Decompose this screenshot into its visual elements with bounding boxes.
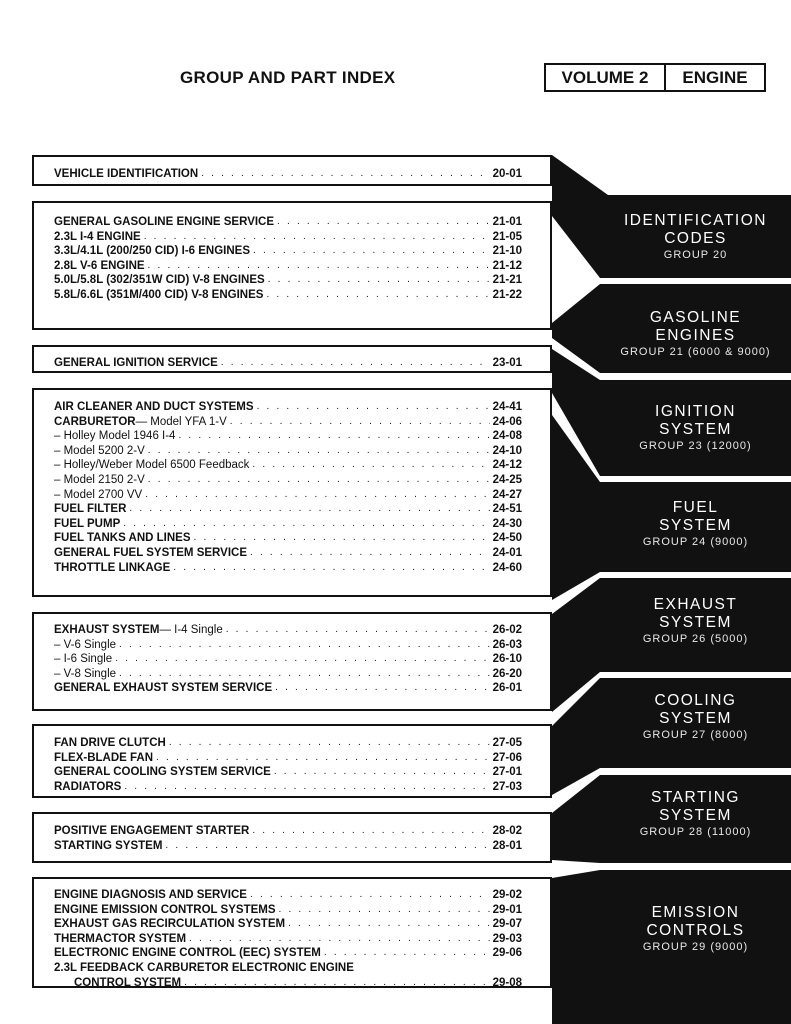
tab-group: GROUP 28 (11000) xyxy=(639,826,752,838)
entry-page-number: 24-27 xyxy=(492,488,522,501)
entry-page-number: 28-02 xyxy=(492,825,522,837)
leader-dots xyxy=(230,415,490,429)
tab-title-line1: IDENTIFICATION xyxy=(624,212,767,229)
entry-page-number: 24-51 xyxy=(492,503,522,516)
leader-dots xyxy=(129,502,489,516)
entry-page-number: 27-06 xyxy=(492,751,522,764)
index-entry[interactable] xyxy=(54,415,522,429)
entry-page-number: 24-06 xyxy=(492,415,522,428)
entry-label: GENERAL GASOLINE ENGINE SERVICE xyxy=(54,216,275,228)
entry-label: 2.3L I-4 ENGINE xyxy=(54,230,141,243)
index-box-gasoline-engines xyxy=(32,201,552,330)
entry-label: FLEX-BLADE FAN xyxy=(54,751,154,764)
tab-title-line1: STARTING xyxy=(651,789,740,806)
leader-dots xyxy=(148,259,490,273)
entry-page-number: 29-03 xyxy=(492,932,522,945)
index-entry[interactable] xyxy=(54,932,522,946)
index-box-identification xyxy=(32,155,552,186)
entry-model: — I-4 Single xyxy=(159,624,223,636)
leader-dots xyxy=(194,531,490,545)
leader-dots xyxy=(144,230,490,244)
tab-title-line2: CODES xyxy=(664,230,727,247)
leader-dots xyxy=(169,736,490,750)
entry-label: FUEL TANKS AND LINES xyxy=(54,532,191,545)
section-label: ENGINE xyxy=(682,67,748,87)
leader-dots xyxy=(148,473,490,487)
leader-dots xyxy=(266,288,489,302)
tab-emission-controls[interactable] xyxy=(600,904,791,953)
index-entry[interactable] xyxy=(54,230,522,244)
index-entry[interactable] xyxy=(54,244,522,258)
index-entry[interactable] xyxy=(54,652,522,666)
leader-dots xyxy=(184,976,489,990)
entry-page-number: 21-21 xyxy=(492,274,522,287)
entry-label: EXHAUST GAS RECIRCULATION SYSTEM xyxy=(54,918,286,931)
index-entry[interactable] xyxy=(54,824,522,838)
index-entry[interactable] xyxy=(54,356,522,370)
tab-title-line2: SYSTEM xyxy=(659,517,732,534)
entry-page-number: 24-10 xyxy=(492,444,522,457)
entry-label: 2.3L FEEDBACK CARBURETOR ELECTRONIC ENGINE xyxy=(54,962,354,974)
entry-label: – Holley Model 1946 I-4 xyxy=(54,430,176,443)
entry-page-number: 23-01 xyxy=(492,357,522,369)
entry-label: – V-6 Single xyxy=(54,638,117,651)
leader-dots xyxy=(221,356,490,370)
entry-page-number: 26-20 xyxy=(492,667,522,680)
entry-page-number: 27-01 xyxy=(492,766,522,779)
index-box-emission xyxy=(32,877,552,988)
entry-label: – Model 2700 VV xyxy=(54,488,143,501)
tab-cooling-system[interactable] xyxy=(600,692,791,741)
index-entry[interactable] xyxy=(54,961,522,975)
index-entry[interactable] xyxy=(54,638,522,652)
entry-page-number: 29-02 xyxy=(492,889,522,901)
entry-label: CARBURETOR xyxy=(54,415,136,428)
entry-page-number: 20-01 xyxy=(492,168,522,180)
tab-title-line1: GASOLINE xyxy=(649,309,742,326)
entry-page-number: 29-08 xyxy=(492,976,522,989)
leader-dots xyxy=(201,167,489,181)
tab-ignition-system[interactable] xyxy=(600,403,791,452)
entry-page-number: 24-30 xyxy=(492,517,522,530)
entry-page-number: 24-01 xyxy=(492,547,522,559)
entry-label: GENERAL FUEL SYSTEM SERVICE xyxy=(54,547,247,559)
index-entry[interactable] xyxy=(54,561,522,575)
entry-label: 3.3L/4.1L (200/250 CID) I-6 ENGINES xyxy=(54,245,251,258)
index-entry[interactable] xyxy=(54,946,522,960)
leader-dots xyxy=(173,561,489,575)
entry-page-number: 24-41 xyxy=(492,401,522,413)
entry-label: VEHICLE IDENTIFICATION xyxy=(54,168,199,180)
leader-dots xyxy=(119,638,490,652)
leader-dots xyxy=(189,932,490,946)
tab-title-line2: SYSTEM xyxy=(659,807,732,824)
leader-dots xyxy=(252,824,489,838)
entry-page-number: 27-05 xyxy=(492,737,522,749)
entry-label: FUEL FILTER xyxy=(54,503,127,516)
leader-dots xyxy=(252,458,489,472)
entry-label: ELECTRONIC ENGINE CONTROL (EEC) SYSTEM xyxy=(54,947,321,960)
entry-label: – I-6 Single xyxy=(54,653,113,666)
entry-label: FAN DRIVE CLUTCH xyxy=(54,737,166,749)
leader-dots xyxy=(268,273,490,287)
leader-dots xyxy=(253,244,490,258)
tab-starting-system[interactable] xyxy=(600,789,791,838)
entry-label: ENGINE DIAGNOSIS AND SERVICE xyxy=(54,889,247,901)
entry-label: RADIATORS xyxy=(54,780,122,793)
page-title: GROUP AND PART INDEX xyxy=(180,68,396,87)
index-entry[interactable] xyxy=(74,976,522,990)
tab-title-line1: COOLING xyxy=(654,692,737,709)
index-entry[interactable] xyxy=(54,751,522,765)
index-entry[interactable] xyxy=(54,839,522,853)
tab-title-line1: FUEL xyxy=(672,499,719,516)
tab-group: GROUP 27 (8000) xyxy=(642,729,749,741)
entry-page-number: 21-10 xyxy=(492,245,522,258)
index-box-ignition xyxy=(32,345,552,373)
index-entry[interactable] xyxy=(54,288,522,302)
index-entry[interactable] xyxy=(54,167,522,181)
index-entry[interactable] xyxy=(54,903,522,917)
index-entry[interactable] xyxy=(54,517,522,531)
leader-dots xyxy=(165,839,489,853)
index-entry[interactable] xyxy=(54,765,522,779)
index-entry[interactable] xyxy=(54,502,522,516)
index-entry[interactable] xyxy=(54,259,522,273)
entry-page-number: 29-07 xyxy=(492,918,522,931)
index-entry[interactable] xyxy=(54,780,522,794)
tab-title-line2: CONTROLS xyxy=(646,922,745,939)
entry-label: ENGINE EMISSION CONTROL SYSTEMS xyxy=(54,903,276,916)
leader-dots xyxy=(257,400,490,414)
entry-label: – V-8 Single xyxy=(54,667,117,680)
leader-dots xyxy=(115,652,489,666)
tab-gasoline-engines[interactable] xyxy=(600,309,791,358)
leader-dots xyxy=(250,546,490,560)
entry-page-number: 29-06 xyxy=(492,947,522,960)
leader-dots xyxy=(324,946,490,960)
index-entry[interactable] xyxy=(54,546,522,560)
entry-page-number: 24-50 xyxy=(492,532,522,545)
tab-group: GROUP 21 (6000 & 9000) xyxy=(620,346,771,358)
index-entry[interactable] xyxy=(54,473,522,487)
leader-dots xyxy=(124,780,489,794)
entry-label: EXHAUST SYSTEM xyxy=(54,624,160,636)
entry-model: — Model YFA 1-V xyxy=(135,415,227,428)
leader-dots xyxy=(145,488,489,502)
tab-exhaust-system[interactable] xyxy=(600,596,791,645)
tab-title-line2: SYSTEM xyxy=(659,421,732,438)
entry-page-number: 27-03 xyxy=(492,780,522,793)
entry-page-number: 26-10 xyxy=(492,653,522,666)
entry-page-number: 26-01 xyxy=(492,682,522,695)
entry-label: THERMACTOR SYSTEM xyxy=(54,932,187,945)
entry-label: STARTING SYSTEM xyxy=(54,839,163,852)
index-entry[interactable] xyxy=(54,429,522,443)
leader-dots xyxy=(178,429,489,443)
entry-page-number: 29-01 xyxy=(492,903,522,916)
entry-page-number: 21-01 xyxy=(492,216,522,228)
tab-group: GROUP 23 (12000) xyxy=(639,440,752,452)
index-entry[interactable] xyxy=(54,458,522,472)
tab-group: GROUP 20 xyxy=(663,249,728,261)
index-box-exhaust xyxy=(32,612,552,711)
tab-title-line1: EXHAUST xyxy=(653,596,738,613)
entry-page-number: 24-60 xyxy=(492,561,522,574)
index-entry[interactable] xyxy=(54,917,522,931)
index-entry[interactable] xyxy=(54,488,522,502)
tab-title-line1: EMISSION xyxy=(651,904,740,921)
entry-label: 2.8L V-6 ENGINE xyxy=(54,259,145,272)
entry-label: – Model 5200 2-V xyxy=(54,444,145,457)
volume-label: VOLUME 2 xyxy=(546,65,666,90)
index-box-starting xyxy=(32,812,552,863)
entry-label: – Holley/Weber Model 6500 Feedback xyxy=(54,459,250,472)
entry-page-number: 24-12 xyxy=(492,459,522,472)
leader-dots xyxy=(277,215,490,229)
entry-page-number: 26-02 xyxy=(492,624,522,636)
entry-label: – Model 2150 2-V xyxy=(54,474,145,486)
entry-label: 5.8L/6.6L (351M/400 CID) V-8 ENGINES xyxy=(54,289,264,301)
index-entry[interactable] xyxy=(54,215,522,229)
entry-page-number: 26-03 xyxy=(492,638,522,651)
index-entry[interactable] xyxy=(54,681,522,695)
leader-dots xyxy=(123,517,489,531)
index-entry[interactable] xyxy=(54,667,522,681)
tab-title-line2: SYSTEM xyxy=(659,710,732,727)
leader-dots xyxy=(274,765,490,779)
tab-fuel-system[interactable] xyxy=(600,499,791,548)
leader-dots xyxy=(250,888,490,902)
index-entry[interactable] xyxy=(54,736,522,750)
entry-label: THROTTLE LINKAGE xyxy=(54,561,171,574)
entry-label: CONTROL SYSTEM xyxy=(74,976,182,989)
tab-group: GROUP 29 (9000) xyxy=(642,941,749,953)
index-entry[interactable] xyxy=(54,273,522,287)
index-entry[interactable] xyxy=(54,531,522,545)
index-box-fuel xyxy=(32,388,552,597)
entry-page-number: 24-25 xyxy=(492,474,522,486)
index-entry[interactable] xyxy=(54,623,522,637)
entry-label: GENERAL EXHAUST SYSTEM SERVICE xyxy=(54,682,273,695)
entry-label: 5.0L/5.8L (302/351W CID) V-8 ENGINES xyxy=(54,274,265,287)
entry-page-number: 21-22 xyxy=(492,289,522,301)
tab-group: GROUP 24 (9000) xyxy=(642,536,749,548)
entry-page-number: 24-08 xyxy=(492,430,522,443)
entry-label: FUEL PUMP xyxy=(54,517,121,530)
leader-dots xyxy=(156,751,490,765)
index-entry[interactable] xyxy=(54,400,522,414)
entry-page-number: 28-01 xyxy=(492,839,522,852)
entry-label: GENERAL COOLING SYSTEM SERVICE xyxy=(54,766,271,779)
tab-title-line2: ENGINES xyxy=(655,327,736,344)
index-entry[interactable] xyxy=(54,444,522,458)
leader-dots xyxy=(275,681,489,695)
leader-dots xyxy=(119,667,490,681)
entry-label: POSITIVE ENGAGEMENT STARTER xyxy=(54,825,250,837)
index-box-cooling xyxy=(32,724,552,798)
tab-identification-codes[interactable] xyxy=(600,212,791,261)
entry-label: GENERAL IGNITION SERVICE xyxy=(54,357,218,369)
entry-page-number: 21-12 xyxy=(492,259,522,272)
leader-dots xyxy=(148,444,490,458)
entry-page-number: 21-05 xyxy=(492,230,522,243)
entry-label: AIR CLEANER AND DUCT SYSTEMS xyxy=(54,401,254,413)
tab-group: GROUP 26 (5000) xyxy=(642,633,749,645)
tab-title-line1: IGNITION xyxy=(655,403,736,420)
leader-dots xyxy=(279,903,490,917)
tab-title-line2: SYSTEM xyxy=(659,614,732,631)
leader-dots xyxy=(288,917,490,931)
leader-dots xyxy=(226,623,490,637)
index-entry[interactable] xyxy=(54,888,522,902)
